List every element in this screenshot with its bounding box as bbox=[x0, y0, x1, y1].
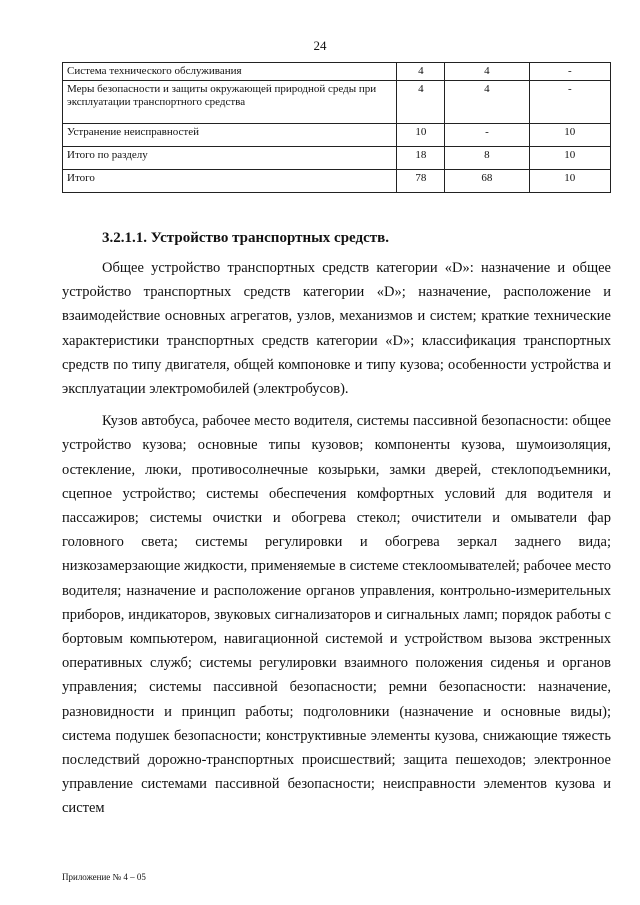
table-cell-name: Меры безопасности и защиты окружающей природной среды при эксплуатации транспортного средства bbox=[63, 81, 397, 124]
page-number: 24 bbox=[313, 38, 327, 53]
table-cell-practice: - bbox=[529, 81, 610, 124]
table-cell-name: Итого bbox=[63, 170, 397, 193]
page-footer: Приложение № 4 – 05 bbox=[62, 872, 146, 882]
paragraph: Кузов автобуса, рабочее место водителя, системы пассивной безопасности: общее устройство кузова; основные типы кузовов; компоненты кузова, шумоизоляция, остекление, люки, противосолнечные козырьки, замки дверей, стеклоподъемники, сцепное устройство; системы обеспечения комфортных условий для водителя и пассажиров; системы очистки и обогрева стекол; очистители и омыватели фар головного света; системы регулировки и обогрева зеркал заднего вида; низкозамерзающие жидкости, применяемые в системе стеклоомывателей; рабочее место водителя; назначение и расположение органов управления, контрольно-измерительных приборов, индикаторов, звуковых сигнализаторов и сигнальных ламп; порядок работы с бортовым компьютером, навигационной системой и устройством вызова экстренных оперативных служб; системы регулировки взаимного положения сиденья и органов управления; системы пассивной безопасности; ремни безопасности: назначение, разновидности и принцип работы; подголовники (назначение и основные виды); система подушек безопасности; конструктивные элементы кузова, снижающие тяжесть последствий дорожно-транспортных происшествий; защита пешеходов; электронное управление системами пассивной безопасности; неисправности элементов кузова и систем bbox=[62, 413, 611, 817]
table-cell-practice: - bbox=[529, 63, 610, 81]
table-cell-theory: 8 bbox=[445, 147, 529, 170]
table-cell-practice: 10 bbox=[529, 147, 610, 170]
table-cell-theory: 4 bbox=[445, 81, 529, 124]
table-cell-total: 78 bbox=[397, 170, 445, 193]
paragraph: Общее устройство транспортных средств категории «D»: назначение и общее устройство транспортных средств категории «D»; назначение, расположение и взаимодействие основных агрегатов, узлов, механизмов и систем; краткие технические характеристики транспортных средств категории «D»; классификация транспортных средств по типу двигателя, общей компоновке и типу кузова; особенности устройства и эксплуатации электромобилей (электробусов). bbox=[62, 260, 611, 398]
table-cell-practice: 10 bbox=[529, 170, 610, 193]
table-cell-total: 4 bbox=[397, 63, 445, 81]
section-heading: 3.2.1.1. Устройство транспортных средств. bbox=[102, 230, 389, 246]
table-cell-practice: 10 bbox=[529, 124, 610, 147]
table-row bbox=[63, 63, 611, 81]
table-cell-theory: 4 bbox=[445, 63, 529, 81]
table-cell-name: Итого по разделу bbox=[63, 147, 397, 170]
hours-table bbox=[62, 62, 611, 193]
table-row bbox=[63, 81, 611, 124]
table-cell-total: 10 bbox=[397, 124, 445, 147]
table-row bbox=[63, 147, 611, 170]
table-cell-total: 4 bbox=[397, 81, 445, 124]
table-cell-name: Система технического обслуживания bbox=[63, 63, 397, 81]
table-cell-theory: 68 bbox=[445, 170, 529, 193]
table-cell-theory: - bbox=[445, 124, 529, 147]
table-cell-total: 18 bbox=[397, 147, 445, 170]
table-row bbox=[63, 124, 611, 147]
section-body bbox=[62, 256, 611, 821]
table-cell-name: Устранение неисправностей bbox=[63, 124, 397, 147]
table-row bbox=[63, 170, 611, 193]
